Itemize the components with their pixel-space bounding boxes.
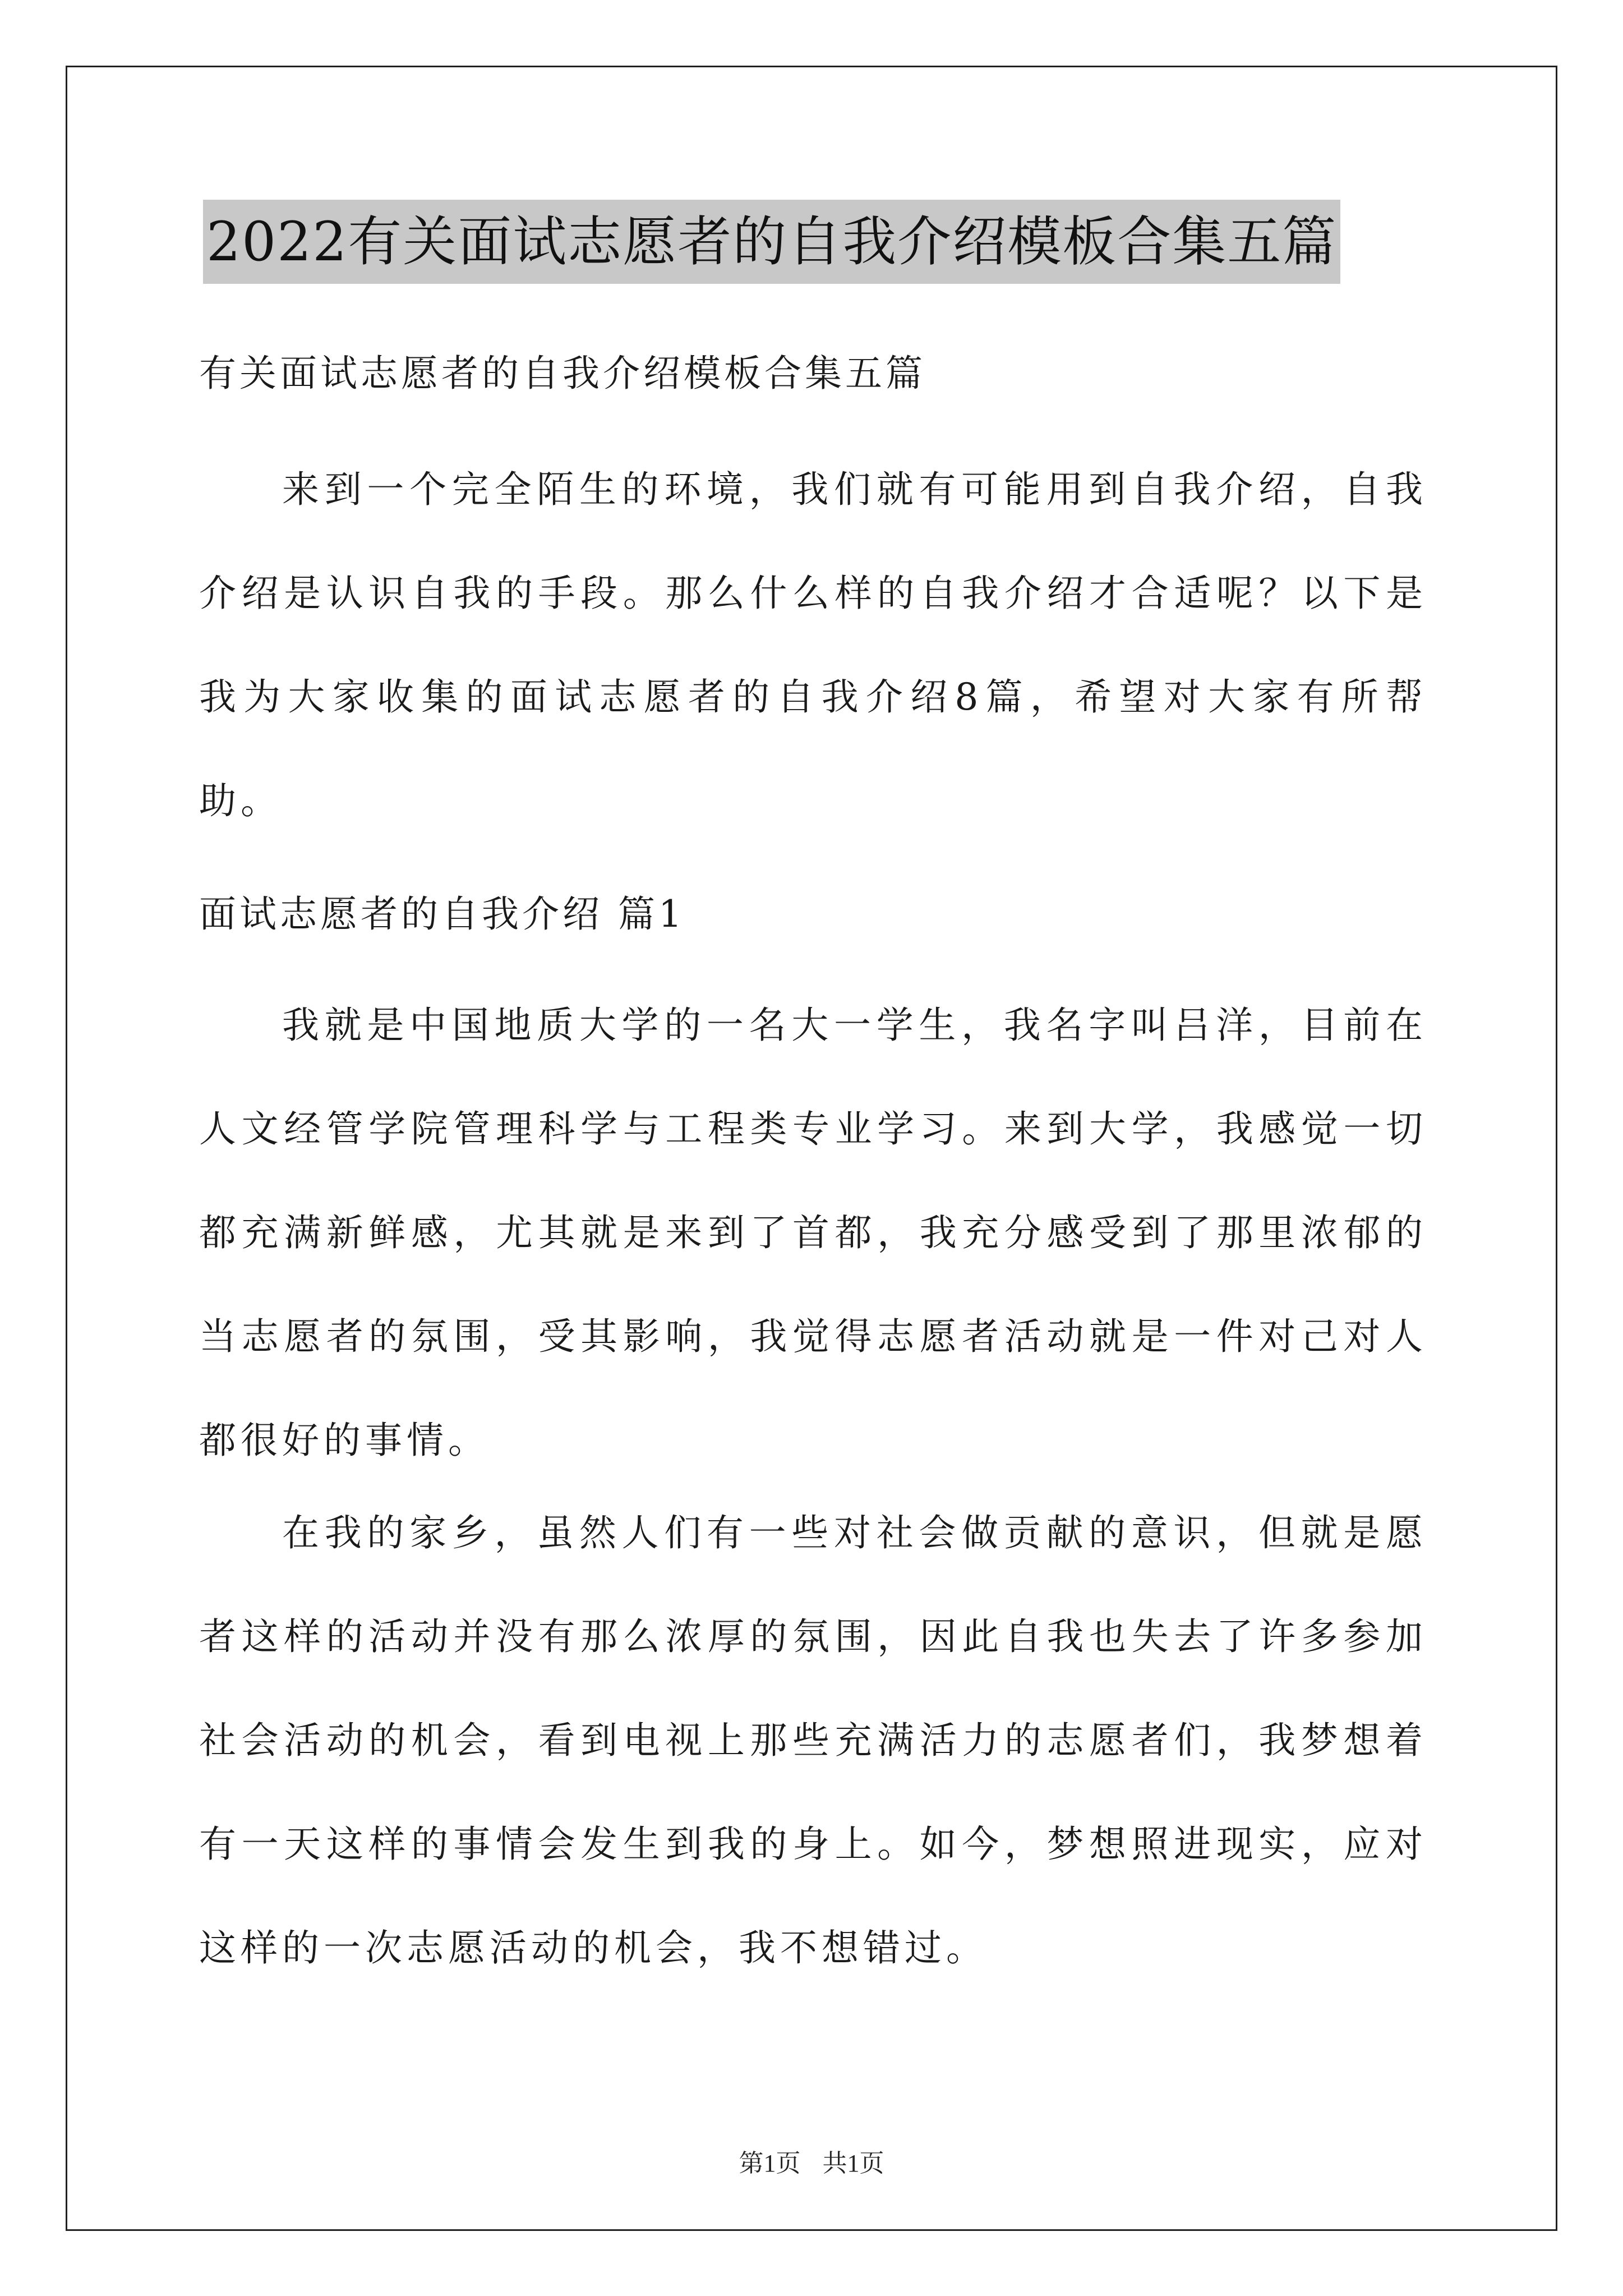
section-heading: 面试志愿者的自我介绍 篇1	[199, 892, 685, 936]
body-paragraph-2: 在我的家乡，虽然人们有一些对社会做贡献的意识，但就是愿者这样的活动并没有那么浓厚的氛围，因此自我也失去了许多参加社会活动的机会，看到电视上那些充满活力的志愿者们，我梦想着有一天这样的事情会发生到我的身上。如今，梦想照进现实，应对这样的一次志愿活动的机会，我不想错过。	[199, 1511, 1427, 1970]
document-subtitle: 有关面试志愿者的自我介绍模板合集五篇	[199, 352, 926, 395]
page-number-total: 共1页	[822, 2150, 884, 2177]
page-footer	[0, 2143, 1623, 2179]
body-paragraph-1: 我就是中国地质大学的一名大一学生，我名字叫吕洋，目前在人文经管学院管理科学与工程类专业学习。来到大学，我感觉一切都充满新鲜感，尤其就是来到了首都，我充分感受到了那里浓郁的当志愿者的氛围，受其影响，我觉得志愿者活动就是一件对己对人都很好的事情。	[199, 1004, 1427, 1462]
intro-paragraph: 来到一个完全陌生的环境，我们就有可能用到自我介绍，自我介绍是认识自我的手段。那么什么样的自我介绍才合适呢？以下是我为大家收集的面试志愿者的自我介绍8篇，希望对大家有所帮助。	[199, 468, 1427, 822]
page-number-current: 第1页	[739, 2150, 801, 2177]
document-title: 2022有关面试志愿者的自我介绍模板合集五篇	[203, 200, 1340, 284]
